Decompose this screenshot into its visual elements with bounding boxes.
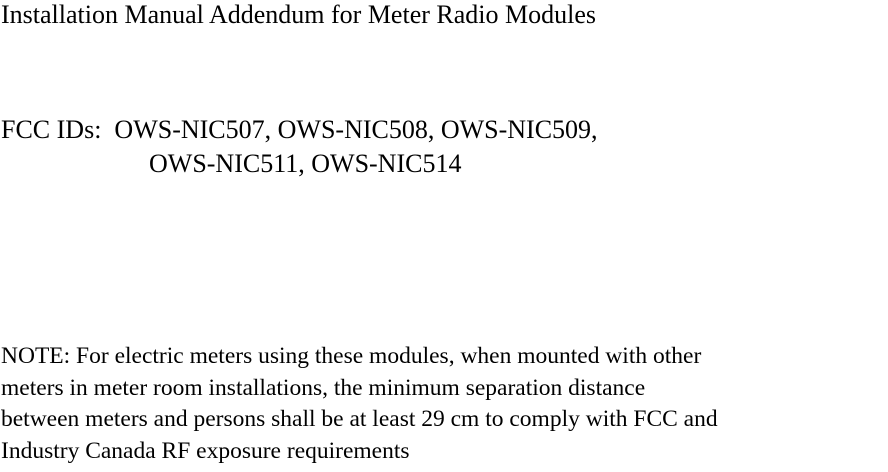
note-line-3: between meters and persons shall be at least 29 cm to comply with FCC and [1,406,718,432]
note-line-1: NOTE: For electric meters using these modules, when mounted with other [1,343,702,369]
note-line-4: Industry Canada RF exposure requirements [1,437,410,464]
note-paragraph [1,341,887,467]
document-title: Installation Manual Addendum for Meter Radio Modules [1,0,597,29]
fcc-ids-line-1: FCC IDs: OWS-NIC507, OWS-NIC508, OWS-NIC509, [1,115,598,144]
note-line-2: meters in meter room installations, the minimum separation distance [1,374,646,401]
fcc-ids-line-2: OWS-NIC511, OWS-NIC514 [149,149,462,178]
fcc-ids-block [1,113,598,181]
